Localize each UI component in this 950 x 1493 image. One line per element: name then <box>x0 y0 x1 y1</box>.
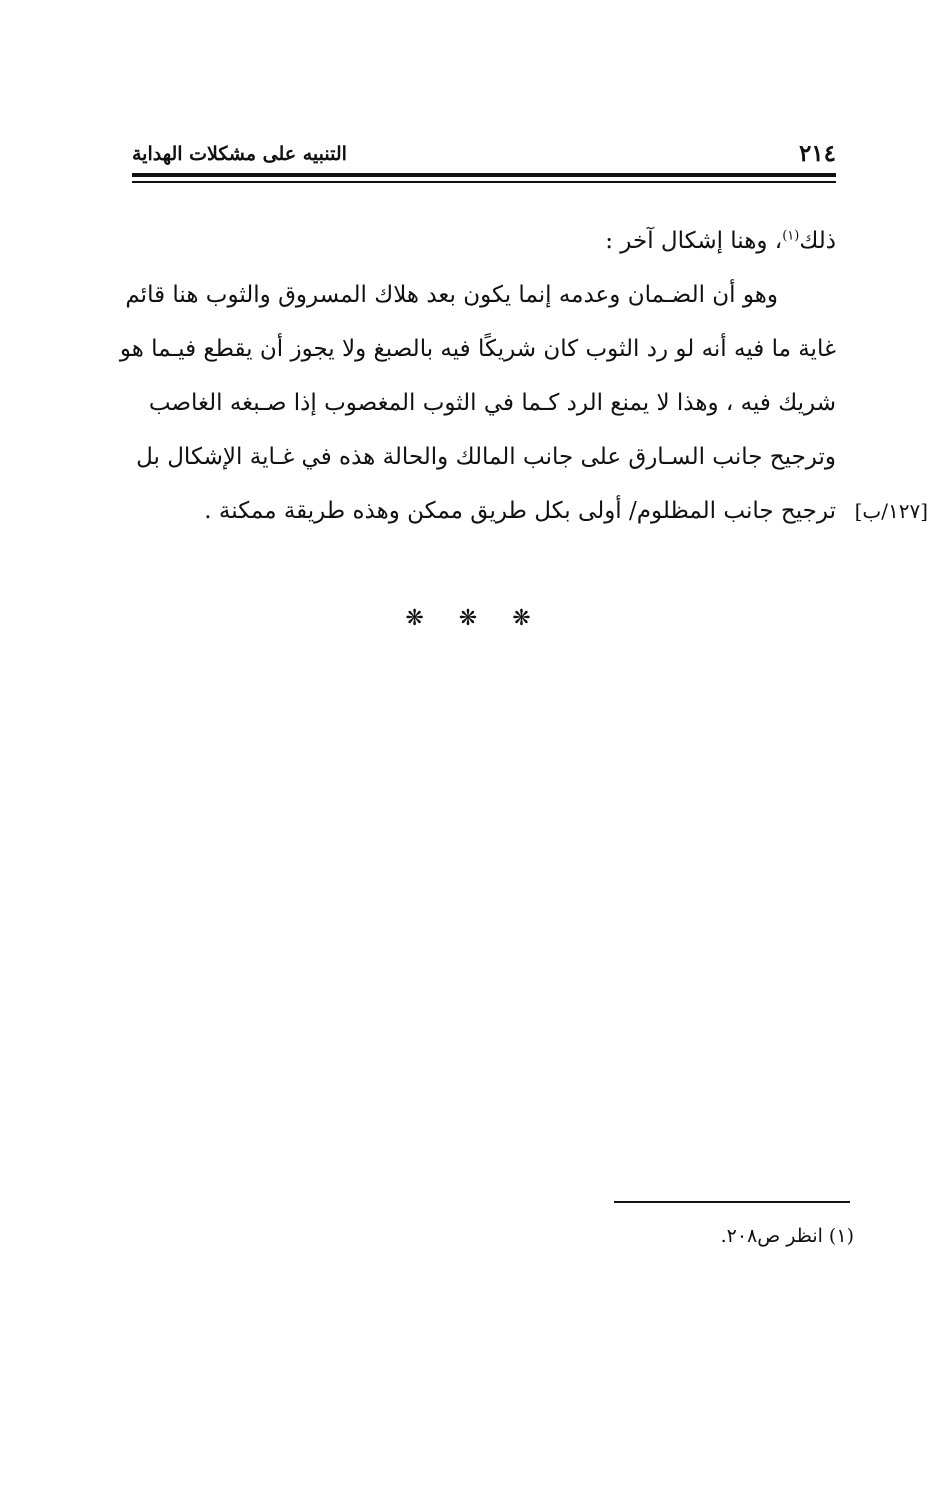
main-text <box>119 214 928 538</box>
text-line-1-start: ذلك <box>799 228 836 254</box>
footnote: (١) انظر ص٢٠٨. <box>720 1225 854 1247</box>
text-line-2: وهو أن الضـمان وعدمه إنما يكون بعد هلاك المسروق والثوب هنا قائم <box>125 282 778 308</box>
text-line-5: وترجيح جانب السـارق على جانب المالك والحالة هذه في غـاية الإشكال بل <box>136 444 836 470</box>
text-line-3: غاية ما فيه أنه لو رد الثوب كان شريكًا فيه بالصبغ ولا يجوز أن يقطع فيـما هو <box>119 336 836 362</box>
footnote-rule <box>614 1201 850 1203</box>
page-header <box>132 136 836 172</box>
section-separator: ❋ ❋ ❋ <box>405 606 545 631</box>
text-line-6 <box>132 484 928 538</box>
page-number: ٢١٤ <box>798 140 836 167</box>
header-rule-thin <box>132 181 836 183</box>
running-title: التنبيه على مشكلات الهداية <box>132 143 347 165</box>
header-rule-thick <box>132 173 836 177</box>
text-line-1 <box>132 214 836 268</box>
text-line-4: شريك فيه ، وهذا لا يمنع الرد كـما في الثوب المغصوب إذا صـبغه الغاصب <box>148 390 836 416</box>
folio-marker: [١٢٧/ب] <box>854 499 928 523</box>
footnote-reference: (١) <box>782 228 800 244</box>
text-line-1-end: ، وهنا إشكال آخر : <box>605 228 783 254</box>
text-line-6-content: ترجيح جانب المظلوم/ أولى بكل طريق ممكن وهذه طريقة ممكنة . <box>204 498 836 524</box>
